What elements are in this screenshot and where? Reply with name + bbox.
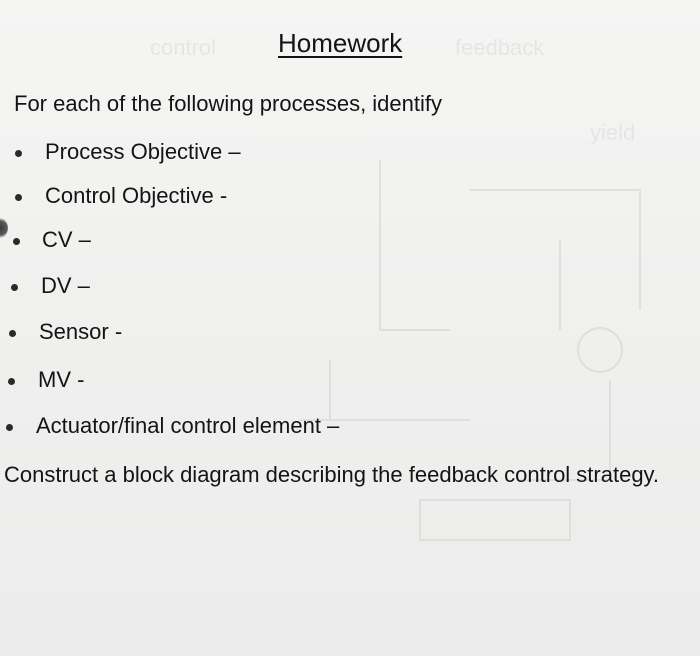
page-edge-shadow: [0, 218, 8, 238]
list-item: [45, 139, 241, 165]
list-item-label: CV –: [42, 227, 91, 252]
svg-text:yield: yield: [590, 120, 636, 145]
list-item-label: DV –: [41, 273, 90, 298]
list-item-label: Process Objective –: [45, 139, 241, 164]
list-item: [36, 413, 339, 439]
bullet-icon: [9, 330, 16, 337]
list-item-label: Actuator/final control element –: [36, 413, 340, 438]
page-title: Homework: [278, 28, 403, 58]
list-item: [38, 367, 84, 393]
list-item-label: Sensor -: [39, 319, 123, 344]
list-item: [39, 319, 122, 345]
list-item: [41, 273, 90, 299]
bullet-icon: [15, 150, 22, 157]
intro-text: For each of the following processes, identify: [14, 91, 443, 116]
bullet-icon: [6, 424, 13, 431]
svg-text:feedback: feedback: [455, 35, 545, 60]
list-item: [42, 227, 91, 253]
list-item-label: Control Objective -: [45, 183, 228, 208]
svg-text:control: control: [150, 35, 217, 60]
bullet-icon: [13, 238, 20, 245]
bullet-icon: [11, 284, 18, 291]
list-item: [45, 183, 227, 209]
list-item-label: MV -: [38, 367, 85, 392]
bullet-icon: [15, 194, 22, 201]
block-diagram-instruction: Construct a block diagram describing the feedback control strategy.: [4, 462, 660, 487]
bullet-icon: [8, 378, 15, 385]
